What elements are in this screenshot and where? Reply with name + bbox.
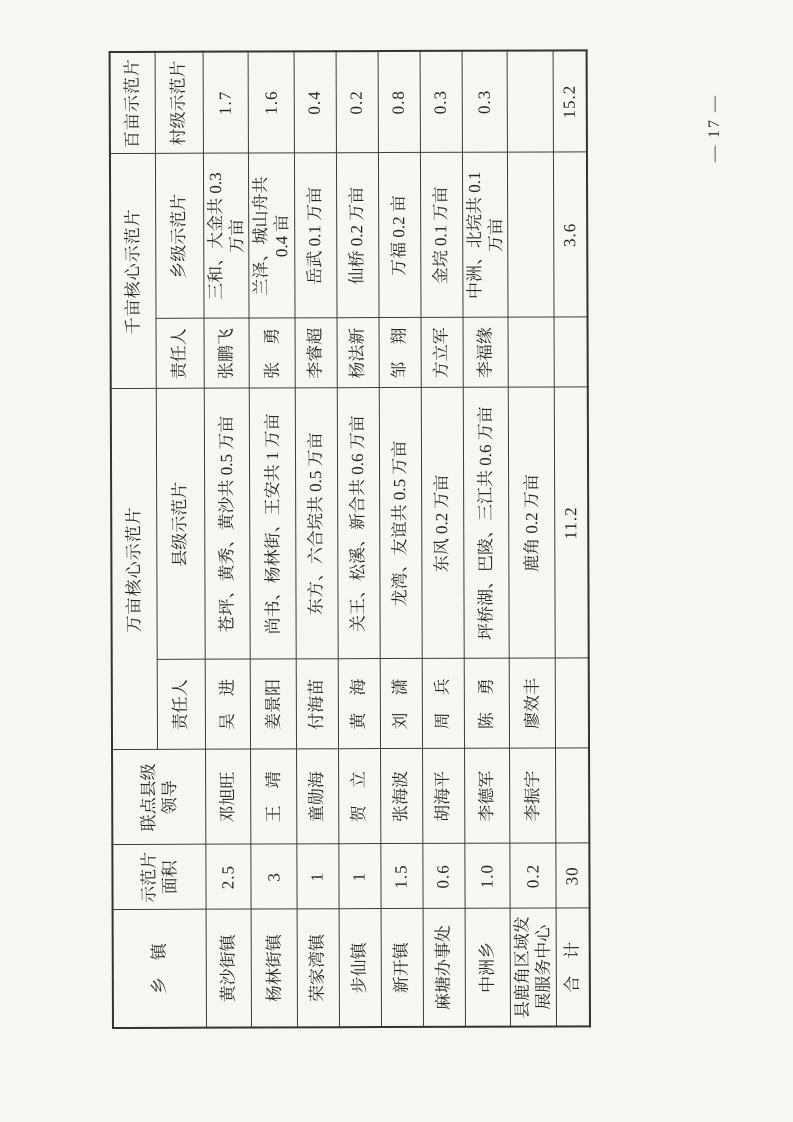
cell-township: 黄沙街镇	[206, 910, 252, 1028]
cell-responsible-1k: 张鹏飞	[204, 319, 250, 389]
cell-responsible-10k: 姜景阳	[250, 659, 296, 749]
cell-village-demo: 0.3	[462, 51, 508, 153]
table-row	[420, 51, 465, 1027]
cell-area: 30	[555, 843, 589, 908]
cell-village-demo: 0.8	[378, 51, 420, 153]
cell-leader	[555, 748, 589, 843]
cell-responsible-1k: 李睿超	[295, 318, 337, 388]
header-responsible-1k: 责任人	[156, 319, 204, 389]
cell-responsible-10k: 吴 进	[205, 660, 251, 750]
cell-responsible-10k: 廖效丰	[509, 658, 555, 748]
cell-village-demo: 0.3	[420, 51, 462, 153]
cell-responsible-1k: 方立军	[421, 318, 463, 388]
cell-leader: 童勋海	[296, 749, 338, 844]
header-township: 乡 镇	[113, 910, 206, 1028]
cell-township-demo: 岳武 0.1 万亩	[294, 153, 337, 318]
cell-responsible-1k: 杨法新	[337, 318, 379, 388]
cell-responsible-10k: 付海苗	[296, 659, 338, 749]
page-number: — 17 —	[706, 94, 723, 162]
cell-township: 新开镇	[381, 909, 423, 1027]
cell-township: 麻塘办事处	[423, 909, 465, 1027]
table-row	[294, 51, 339, 1027]
table-row-total	[553, 50, 590, 1026]
table-row	[336, 51, 381, 1027]
header-village-level-demo: 村级示范片	[155, 52, 203, 154]
header-county-leader: 联点县级 领导	[112, 750, 205, 845]
cell-township: 步仙镇	[339, 909, 381, 1027]
cell-village-demo: 1.7	[203, 52, 249, 154]
cell-township: 杨林街镇	[251, 909, 297, 1027]
cell-county-demo: 东方、六合垸共 0.5 万亩	[295, 388, 338, 659]
header-responsible-10k: 责任人	[157, 660, 205, 750]
demonstration-area-table	[109, 49, 591, 1029]
cell-township-demo: 三和、大金共 0.3 万亩	[203, 154, 249, 319]
cell-village-demo: 0.4	[294, 51, 336, 153]
cell-township-demo: 兰泽、城山舟共 0.4 亩	[248, 153, 294, 318]
cell-area: 1	[338, 844, 380, 909]
cell-township: 荣家湾镇	[297, 909, 339, 1027]
table-row	[378, 51, 423, 1027]
cell-township-demo: 中洲、北垸共 0.1 万亩	[462, 153, 508, 318]
header-group-100-mu: 百亩示范片	[110, 52, 155, 154]
cell-township-demo: 3.6	[553, 152, 588, 317]
header-group-10k-mu-core: 万亩核心示范片	[111, 389, 157, 750]
table-row	[507, 50, 556, 1026]
cell-county-demo: 尚书、杨林街、王安共 1 万亩	[249, 388, 295, 659]
cell-county-demo: 东风 0.2 万亩	[421, 388, 464, 659]
cell-responsible-1k	[508, 317, 554, 387]
cell-area: 1	[296, 844, 338, 909]
cell-county-demo: 11.2	[554, 387, 589, 658]
cell-county-demo: 龙湾、友谊共 0.5 万亩	[379, 388, 422, 659]
cell-township-demo	[507, 152, 553, 317]
header-county-level-demo: 县级示范片	[156, 389, 205, 660]
cell-township-demo: 金垸 0.1 万亩	[420, 153, 463, 318]
table-row	[462, 51, 511, 1027]
cell-area: 0.6	[422, 844, 464, 909]
cell-leader: 张海波	[380, 749, 422, 844]
rotated-landscape-table	[109, 51, 583, 1029]
cell-responsible-1k: 李福缘	[463, 318, 509, 388]
cell-township-demo: 万福 0.2 亩	[378, 153, 421, 318]
header-township-level-demo: 乡级示范片	[155, 154, 204, 319]
cell-leader: 李振宇	[510, 748, 556, 843]
cell-responsible-10k: 黄 海	[338, 659, 380, 749]
header-group-1k-mu-core: 千亩核心示范片	[110, 154, 156, 389]
table-row	[248, 51, 297, 1027]
cell-leader: 邓旭旺	[205, 750, 251, 845]
cell-area: 0.2	[510, 843, 556, 908]
cell-county-demo: 关王、松溪、新合共 0.6 万亩	[337, 388, 380, 659]
cell-area: 3	[251, 844, 297, 909]
cell-village-demo: 1.6	[248, 51, 294, 153]
header-demo-area: 示范片 面积	[112, 845, 205, 910]
cell-leader: 胡海平	[422, 749, 464, 844]
cell-responsible-10k: 陈 勇	[464, 659, 510, 749]
cell-responsible-10k: 刘 潇	[380, 659, 422, 749]
cell-area: 1.0	[464, 844, 510, 909]
cell-leader: 李德军	[464, 749, 510, 844]
cell-leader: 贺 立	[338, 749, 380, 844]
cell-area: 2.5	[205, 845, 251, 910]
cell-village-demo: 15.2	[553, 50, 587, 152]
cell-county-demo: 鹿角 0.2 万亩	[508, 387, 554, 658]
cell-responsible-1k	[554, 317, 588, 387]
cell-township-demo: 仙桥 0.2 万亩	[336, 153, 379, 318]
cell-village-demo: 0.2	[336, 51, 378, 153]
cell-responsible-1k: 张 勇	[249, 318, 295, 388]
cell-county-demo: 苍坪、黄秀、黄沙共 0.5 万亩	[204, 389, 250, 660]
cell-responsible-1k: 邹 翔	[379, 318, 421, 388]
cell-township: 县鹿角区域发 展服务中心	[510, 908, 556, 1026]
cell-township: 合 计	[556, 908, 590, 1026]
cell-area: 1.5	[380, 844, 422, 909]
cell-township: 中洲乡	[465, 909, 511, 1027]
cell-responsible-10k: 周 兵	[422, 659, 464, 749]
table-row	[203, 52, 252, 1028]
cell-leader: 王 靖	[251, 749, 297, 844]
cell-responsible-10k	[555, 658, 589, 748]
cell-village-demo	[507, 50, 553, 152]
cell-county-demo: 坪桥湖、巴陵、三江共 0.6 万亩	[463, 388, 509, 659]
